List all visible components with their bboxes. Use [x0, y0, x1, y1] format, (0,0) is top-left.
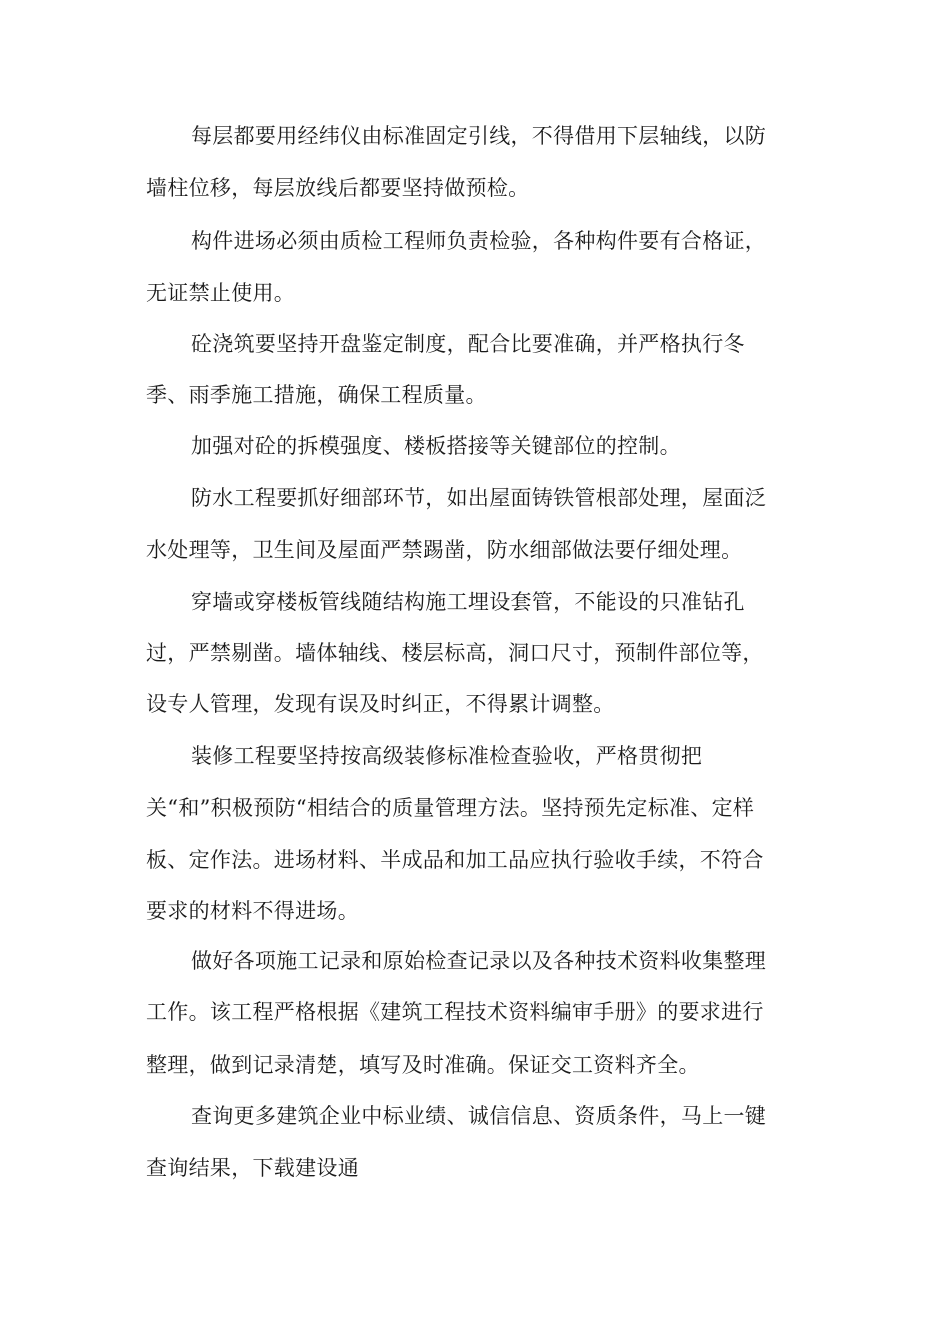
paragraph-7-line-3: 板、定作法。进场材料、半成品和加工品应执行验收手续，不符合 [146, 848, 764, 872]
paragraph-6-line-3: 设专人管理，发现有误及时纠正，不得累计调整。 [146, 692, 615, 716]
paragraph-1-line-1: 每层都要用经纬仪由标准固定引线，不得借用下层轴线，以防 [191, 124, 767, 148]
paragraph-3-line-2: 季、雨季施工措施，确保工程质量。 [146, 383, 487, 407]
paragraph-2-line-2: 无证禁止使用。 [146, 281, 296, 305]
paragraph-6-line-2: 过，严禁剔凿。墙体轴线、楼层标高，洞口尺寸，预制件部位等， [146, 641, 764, 665]
paragraph-7-line-2: 关“和”积极预防“相结合的质量管理方法。坚持预先定标准、定样 [146, 796, 755, 820]
paragraph-2-line-1: 构件进场必须由质检工程师负责检验，各种构件要有合格证， [191, 229, 767, 253]
paragraph-7-line-1: 装修工程要坚持按高级装修标准检查验收，严格贯彻把 [191, 744, 703, 768]
paragraph-5-line-2: 水处理等，卫生间及屋面严禁踢凿，防水细部做法要仔细处理。 [146, 538, 743, 562]
paragraph-7-line-4: 要求的材料不得进场。 [146, 899, 359, 923]
paragraph-4-line-1: 加强对砼的拆模强度、楼板搭接等关键部位的控制。 [191, 434, 681, 458]
paragraph-8-line-2: 工作。该工程严格根据《建筑工程技术资料编审手册》的要求进行 [146, 1000, 764, 1024]
paragraph-5-line-1: 防水工程要抓好细部环节，如出屋面铸铁管根部处理，屋面泛 [191, 486, 767, 510]
paragraph-1-line-2: 墙柱位移，每层放线后都要坚持做预检。 [146, 176, 530, 200]
paragraph-9-line-2: 查询结果，下载建设通 [146, 1156, 359, 1180]
paragraph-8-line-1: 做好各项施工记录和原始检查记录以及各种技术资料收集整理 [191, 949, 767, 973]
paragraph-6-line-1: 穿墙或穿楼板管线随结构施工埋设套管，不能设的只准钻孔 [191, 590, 745, 614]
paragraph-9-line-1: 查询更多建筑企业中标业绩、诚信信息、资质条件，马上一键 [191, 1104, 767, 1128]
paragraph-8-line-3: 整理，做到记录清楚，填写及时准确。保证交工资料齐全。 [146, 1053, 700, 1077]
paragraph-3-line-1: 砼浇筑要坚持开盘鉴定制度，配合比要准确，并严格执行冬 [191, 332, 745, 356]
